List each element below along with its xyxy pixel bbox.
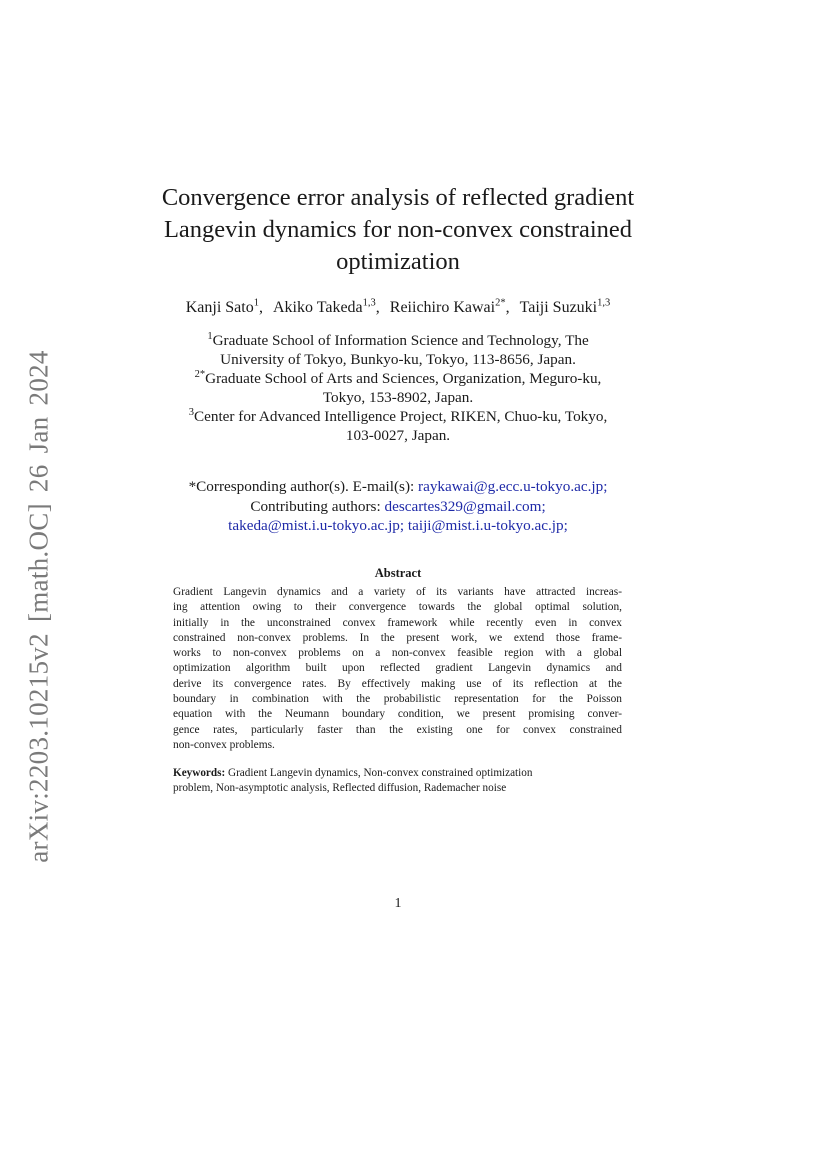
keywords-block — [173, 766, 622, 795]
abstract-body — [173, 585, 622, 753]
keywords-label: Keywords: — [173, 767, 226, 779]
title-line: optimization — [336, 248, 460, 275]
affiliation-line: University of Tokyo, Bunkyo-ku, Tokyo, 113-8656, Japan. — [220, 351, 576, 368]
contributing-email-link[interactable]: takeda@mist.i.u-tokyo.ac.jp; — [228, 517, 405, 534]
affiliation-line: 103-0027, Japan. — [345, 427, 451, 444]
abstract-line: works to non-convex problems on a non-convex feasible region with a global — [173, 647, 622, 660]
abstract-line: initially in the unconstrained convex framework while recently even in convex — [173, 616, 622, 629]
author-affiliation-mark: 1,3 — [597, 297, 611, 309]
abstract-line: Gradient Langevin dynamics and a variety of its variants have attracted increas- — [173, 586, 622, 598]
author-affiliation-mark: 1 — [253, 297, 259, 309]
author-affiliation-mark: 1,3 — [362, 297, 376, 309]
affiliation-line: $^3$Center for Advanced Intelligence Project, RIKEN, Chuo-ku, Tokyo, — [188, 406, 608, 425]
keywords-line — [173, 766, 622, 781]
corresponding-email-link[interactable]: raykawai@g.ecc.u-tokyo.ac.jp; — [418, 478, 608, 495]
abstract-line: constrained non-convex problems. In the present work, we extend those frame- — [173, 631, 622, 644]
corresponding-author-line — [0, 477, 796, 497]
title-line: Convergence error analysis of reflected gradient — [161, 184, 635, 211]
contributing-label: Contributing authors: — [250, 497, 381, 515]
corresponding-label: *Corresponding author(s). E-mail(s): — [188, 478, 415, 495]
affiliation-mark: 3 — [188, 406, 194, 418]
abstract-line: gence rates, particularly faster than the existing one for convex constrained — [173, 723, 622, 736]
contributing-email-link[interactable]: descartes329@gmail.com; — [384, 497, 546, 515]
abstract-line: non-convex problems. — [173, 738, 275, 751]
author-name: Akiko Takeda — [272, 299, 363, 316]
affiliation-mark: 1 — [207, 330, 213, 342]
abstract-line: boundary in combination with the probabilistic representation for the Poisson — [173, 693, 622, 706]
contributing-authors-line — [0, 516, 796, 536]
author-name: Taiji Suzuki — [519, 299, 598, 316]
abstract-heading: Abstract — [374, 566, 422, 580]
paper-title — [0, 182, 796, 278]
author-affiliation-mark: 2* — [495, 297, 506, 309]
abstract-line: ing attention owing to their convergence towards the global optimal solution, — [173, 601, 622, 614]
keywords-text: Gradient Langevin dynamics, Non-convex constrained optimization — [228, 767, 533, 779]
author-name: Reiichiro Kawai — [389, 299, 496, 316]
abstract-line: equation with the Neumann boundary condition, we present promising conver- — [173, 708, 622, 721]
author-name: Kanji Sato — [185, 299, 254, 316]
page-number: 1 — [394, 896, 402, 911]
contributing-email-link[interactable]: taiji@mist.i.u-tokyo.ac.jp; — [407, 517, 568, 534]
keywords-line: problem, Non-asymptotic analysis, Reflected diffusion, Rademacher noise — [173, 781, 507, 794]
affiliation-line: $^1$Graduate School of Information Science and Technology, The — [207, 330, 589, 349]
arxiv-identifier-text: arXiv:2203.10215v2 [math.OC] 26 Jan 2024 — [23, 349, 54, 863]
contributing-authors-line — [0, 497, 796, 517]
abstract-line: optimization algorithm built upon reflected gradient Langevin dynamics and — [173, 662, 622, 675]
abstract-line: derive its convergence rates. By effectively making use of its reflection at the — [173, 677, 622, 690]
title-line: Langevin dynamics for non-convex constrained — [163, 216, 633, 243]
author-list: Kanji Sato$^1$, Akiko Takeda$^{1,3}$, Reiichiro Kawai$^{2*}$, Taiji Suzuki$^{1,3}$ — [185, 297, 611, 316]
affiliation-list — [0, 331, 796, 445]
affiliation-line: $^{2*}$Graduate School of Arts and Sciences, Organization, Meguro-ku, — [194, 368, 602, 387]
affiliation-line: Tokyo, 153-8902, Japan. — [322, 389, 474, 406]
contact-block — [0, 477, 796, 536]
affiliation-mark: 2* — [194, 368, 206, 380]
